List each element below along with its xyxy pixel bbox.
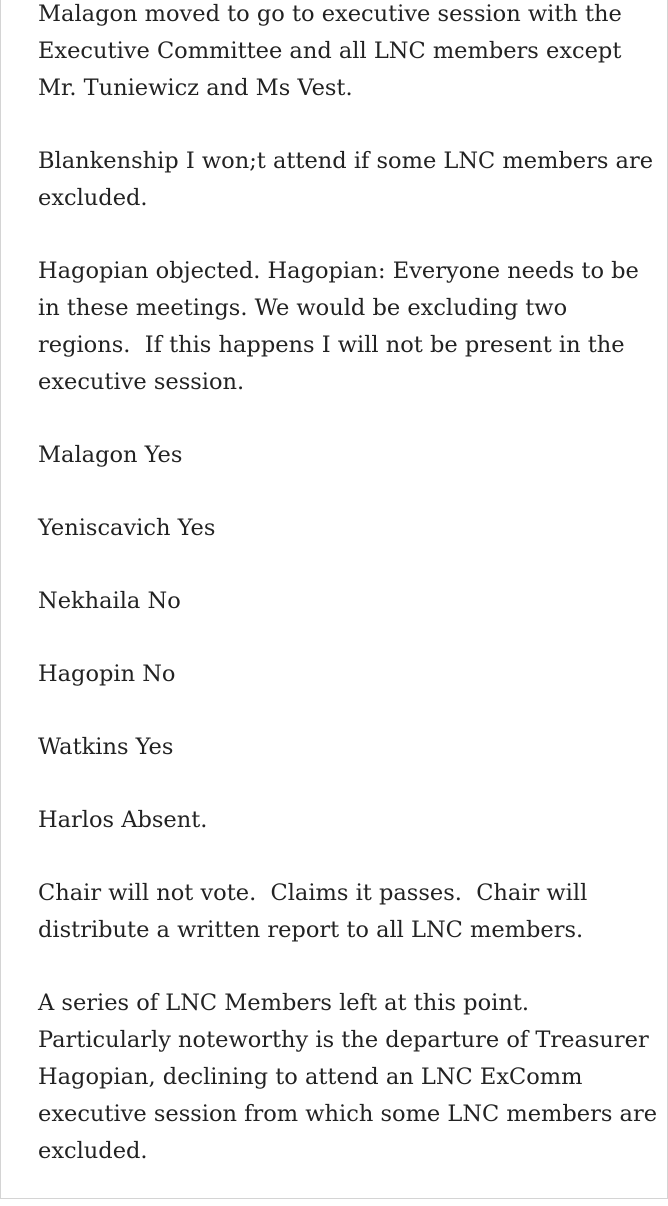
text-line: Yeniscavich Yes bbox=[38, 515, 216, 541]
text-line: Malagon Yes bbox=[38, 442, 183, 468]
text-line: excluded. bbox=[38, 185, 148, 211]
vote-malagon bbox=[38, 437, 648, 474]
document-body bbox=[38, 0, 658, 1206]
text-line: Watkins Yes bbox=[38, 734, 174, 760]
text-line: regions. If this happens I will not be present in the bbox=[38, 332, 625, 358]
paragraph-motion bbox=[38, 0, 648, 107]
text-line: Malagon moved to go to executive session with the bbox=[38, 1, 622, 27]
text-line: Hagopin No bbox=[38, 661, 176, 687]
text-line: A series of LNC Members left at this point. bbox=[38, 990, 530, 1016]
vote-yeniscavich bbox=[38, 510, 648, 547]
text-line: Chair will not vote. Claims it passes. Chair will bbox=[38, 880, 588, 906]
text-line: in these meetings. We would be excluding two bbox=[38, 295, 568, 321]
text-line: Hagopian objected. Hagopian: Everyone needs to be bbox=[38, 258, 639, 284]
paragraph-chair bbox=[38, 875, 648, 949]
vote-hagopin bbox=[38, 656, 648, 693]
text-line: Harlos Absent. bbox=[38, 807, 208, 833]
text-line: Nekhaila No bbox=[38, 588, 181, 614]
paragraph-hagopian-objection bbox=[38, 253, 648, 401]
text-line: distribute a written report to all LNC members. bbox=[38, 917, 584, 943]
text-line: Blankenship I won;t attend if some LNC members are bbox=[38, 148, 654, 174]
text-line: Executive Committee and all LNC members except bbox=[38, 38, 622, 64]
text-line: executive session. bbox=[38, 369, 245, 395]
paragraph-departures bbox=[38, 985, 658, 1170]
text-line: Particularly noteworthy is the departure of Treasurer bbox=[38, 1027, 649, 1053]
paragraph-blankenship bbox=[38, 143, 654, 217]
text-line: Mr. Tuniewicz and Ms Vest. bbox=[38, 75, 353, 101]
vote-harlos bbox=[38, 802, 648, 839]
vote-nekhaila bbox=[38, 583, 648, 620]
text-line: Hagopian, declining to attend an LNC ExComm bbox=[38, 1064, 583, 1090]
vote-watkins bbox=[38, 729, 648, 766]
text-line: executive session from which some LNC members are bbox=[38, 1101, 658, 1127]
text-line: excluded. bbox=[38, 1138, 148, 1164]
